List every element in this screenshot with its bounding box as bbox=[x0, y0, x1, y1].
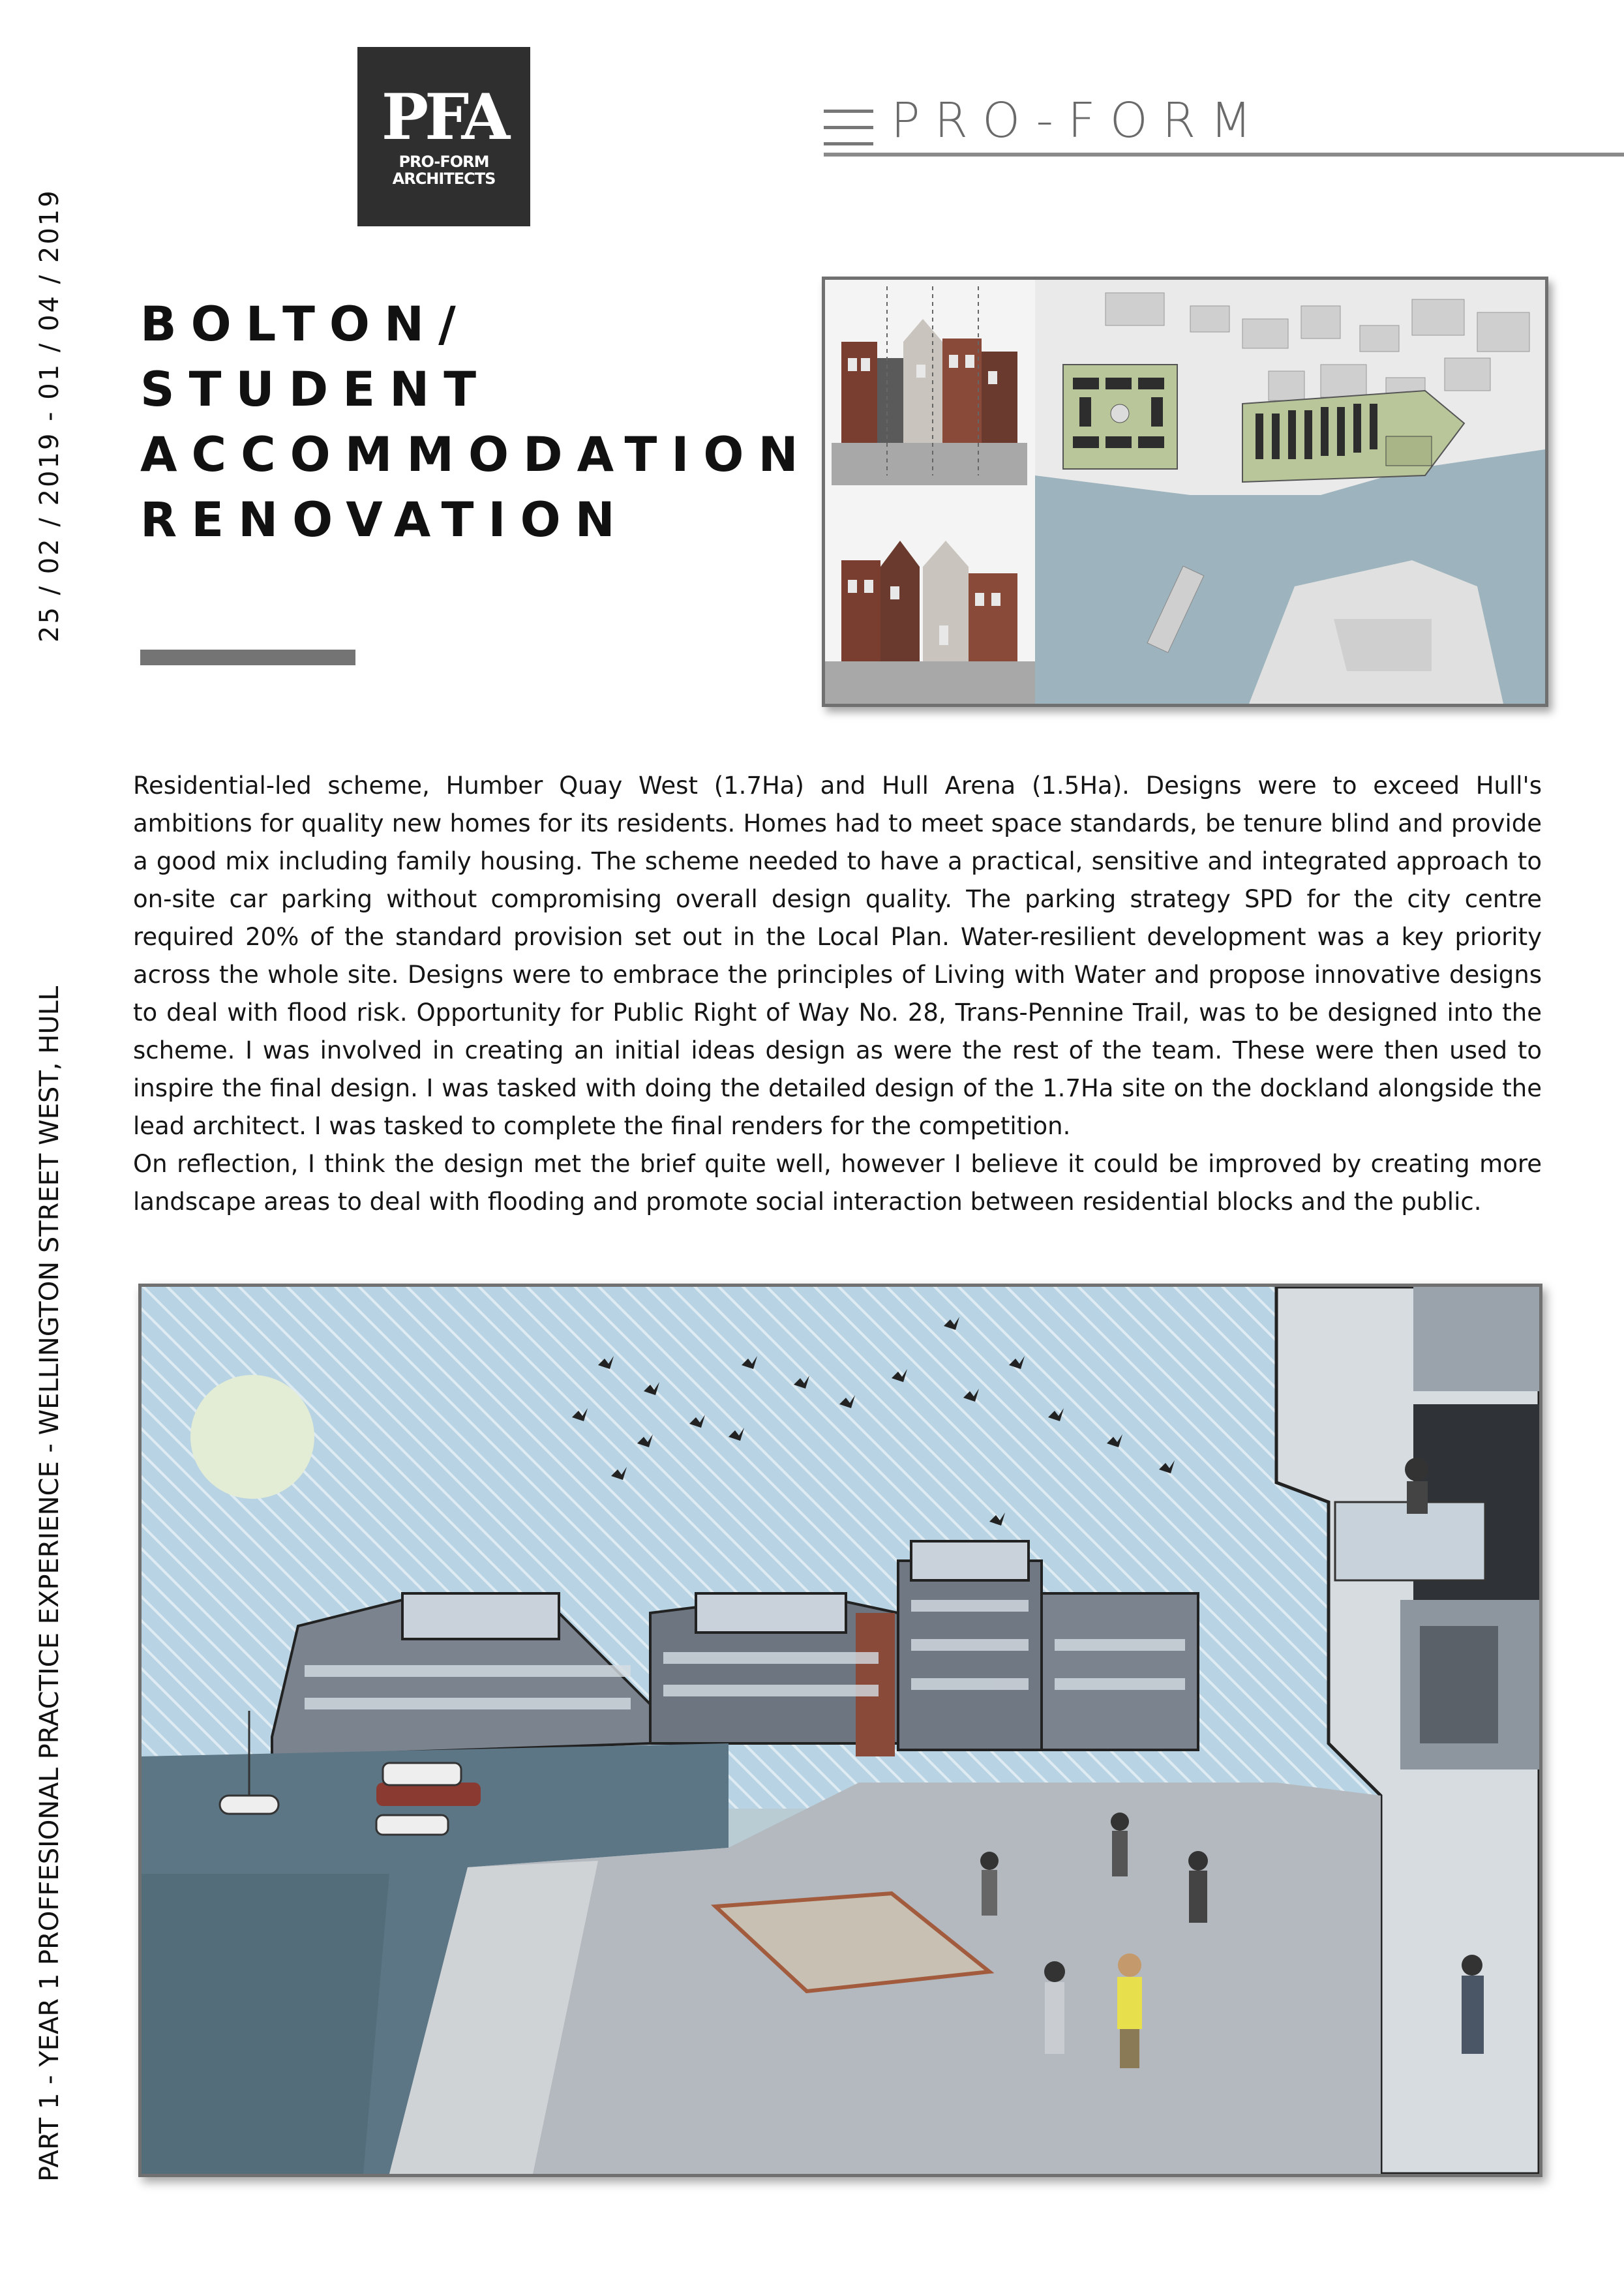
title-line-4: RENOVATION bbox=[140, 492, 629, 548]
site-plan-map bbox=[1035, 280, 1545, 704]
side-subtitle: PART 1 - YEAR 1 PROFFESIONAL PRACTICE EXPERIENCE - WELLINGTON STREET WEST, HULL bbox=[35, 986, 65, 2182]
title-underline-bar bbox=[140, 650, 355, 665]
side-dates: 25 / 02 / 2019 - 01 / 04 / 2019 bbox=[35, 188, 65, 642]
site-plan-and-elevations-image bbox=[822, 277, 1548, 707]
waterfront-render-image bbox=[138, 1284, 1542, 2177]
brand-wordmark: PRO-FORM bbox=[891, 93, 1267, 149]
logo-subtitle bbox=[393, 154, 496, 187]
page-title bbox=[140, 292, 813, 553]
description-paragraph-1: Residential-led scheme, Humber Quay West (1.7Ha) and Hull Arena (1.5Ha). Designs were to exceed Hull's ambitions for quality new homes for its residents. Homes had to meet space standards, be tenure blind and provide a good mix including family housing. The scheme needed to have a practical, sensitive and integrated approach to on-site car parking without compromising overall design quality. The parking strategy SPD for the city centre required 20% of the standard provision set out in the Local Plan. Water-resilient development was a key priority across the whole site. Designs were to embrace the principles of Living with Water and propose innovative designs to deal with flood risk. Opportunity for Public Right of Way No. 28, Trans-Pennine Trail, was to be designed into the scheme. I was involved in creating an initial ideas design as were the rest of the team. These were then used to inspire the final design. I was tasked with doing the detailed design of the 1.7Ha site on the dockland alongside the lead architect. I was tasked to complete the final renders for the competition. bbox=[133, 772, 1542, 1140]
sun bbox=[190, 1375, 314, 1499]
description-paragraph-2: On reflection, I think the design met the brief quite well, however I believe it could be improved by creating more landscape areas to deal with flooding and promote social interaction between residential blocks and the public. bbox=[133, 1150, 1542, 1216]
logo-sub-line2: ARCHITECTS bbox=[392, 169, 496, 188]
logo-sub-line1: PRO-FORM bbox=[398, 153, 489, 172]
title-line-1: BOLTON/ bbox=[140, 297, 470, 352]
project-description bbox=[133, 767, 1542, 1221]
pfa-logo bbox=[357, 47, 530, 226]
logo-mark: PFA bbox=[381, 80, 507, 155]
title-line-2: STUDENT bbox=[140, 362, 491, 417]
title-line-3: ACCOMMODATION bbox=[140, 427, 813, 483]
header-rule bbox=[824, 153, 1624, 157]
site-plan-illustration bbox=[825, 280, 1545, 704]
waterfront-render-illustration bbox=[142, 1287, 1539, 2174]
hamburger-lines-icon bbox=[824, 110, 873, 150]
